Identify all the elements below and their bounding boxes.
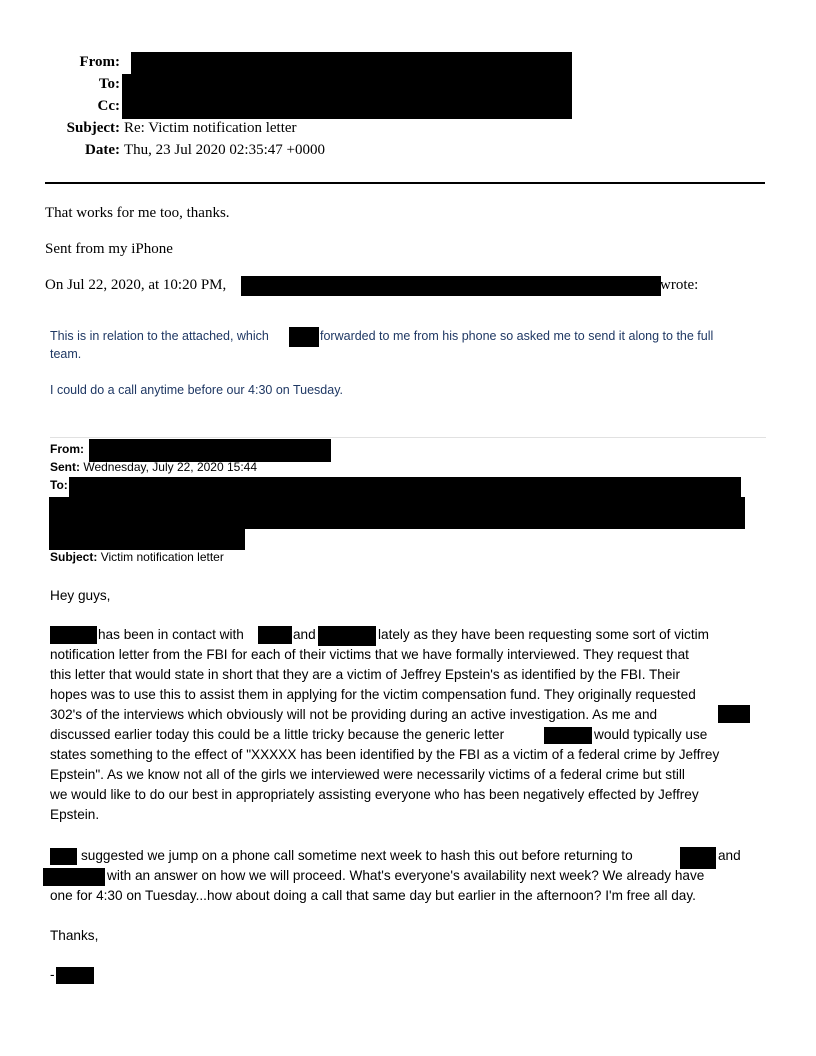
- redaction-from: [131, 52, 572, 76]
- redaction-p2-name-3: [43, 868, 105, 886]
- orig-sent-row: [50, 460, 257, 474]
- redaction-orig-to-3: [49, 528, 245, 550]
- redaction-p1-name-5: [544, 727, 592, 744]
- p1-line-2: notification letter from the FBI for each of their victims that we have formally interviewed. They request that: [50, 647, 689, 662]
- closing: Thanks,: [50, 928, 99, 943]
- p2-line-1: suggested we jump on a phone call sometime next week to hash this out before returning to: [81, 848, 633, 863]
- redaction-p1-name-1: [50, 626, 97, 644]
- p1-line-8: Epstein". As we know not all of the girls we interviewed were necessarily victims of a federal crime but still: [50, 767, 685, 782]
- subject-value: Re: Victim notification letter: [124, 120, 297, 136]
- redaction-cc: [122, 95, 572, 119]
- redaction-attribution: [241, 276, 661, 296]
- orig-to-label: To:: [50, 478, 68, 492]
- reply-signature: Sent from my iPhone: [45, 241, 173, 257]
- quoted-line-1-cont: team.: [50, 347, 82, 361]
- redaction-signature: [56, 967, 94, 984]
- redaction-p1-name-3: [318, 626, 376, 646]
- orig-sent-value: Wednesday, July 22, 2020 15:44: [83, 460, 258, 474]
- p2-line-1-end: and: [718, 848, 741, 863]
- from-label: From:: [79, 54, 120, 70]
- cc-label: Cc:: [97, 98, 120, 114]
- date-label: Date:: [85, 142, 120, 158]
- signature-dash: -: [50, 967, 55, 982]
- date-value: Thu, 23 Jul 2020 02:35:47 +0000: [124, 142, 325, 158]
- redaction-p1-name-2: [258, 626, 292, 644]
- p1-line-3: this letter that would state in short that they are a victim of Jeffrey Epstein's as identified by the FBI. Their: [50, 667, 680, 682]
- p2-line-2: with an answer on how we will proceed. What's everyone's availability next week? We already have: [107, 868, 705, 883]
- subject-label: Subject:: [66, 120, 120, 136]
- p1-line-1-mid2: and: [293, 627, 316, 642]
- orig-subject-value: Victim notification letter: [100, 550, 224, 564]
- header-divider: [45, 182, 765, 184]
- reply-line-1: That works for me too, thanks.: [45, 205, 230, 221]
- redaction-orig-from: [89, 439, 331, 462]
- redaction-orig-to-2: [49, 497, 745, 529]
- orig-sent-label: Sent:: [50, 460, 80, 474]
- redaction-quoted-name: [289, 327, 319, 347]
- orig-subject-row: [50, 550, 224, 564]
- orig-greeting: Hey guys,: [50, 588, 111, 603]
- redaction-to: [122, 74, 572, 96]
- p1-line-1-mid1: has been in contact with: [98, 627, 244, 642]
- redaction-p2-name-1: [50, 848, 77, 865]
- redaction-orig-to-1: [69, 477, 741, 497]
- orig-from-label: From:: [50, 442, 84, 456]
- p1-line-7: states something to the effect of "XXXXX has been identified by the FBI as a victim of a federal crime by Jeffrey: [50, 747, 720, 762]
- p2-line-3: one for 4:30 on Tuesday...how about doing a call that same day but earlier in the afternoon? I'm free all day.: [50, 888, 696, 903]
- redaction-p1-name-4: [718, 705, 750, 723]
- to-label: To:: [98, 76, 120, 92]
- p1-line-4: hopes was to use this to assist them in applying for the victim compensation fund. They originally requested: [50, 687, 696, 702]
- p1-line-1-post: lately as they have been requesting some sort of victim: [378, 627, 709, 642]
- quoted-line-2: I could do a call anytime before our 4:30 on Tuesday.: [50, 383, 344, 397]
- p1-line-10: Epstein.: [50, 807, 100, 822]
- reply-attribution-suffix: wrote:: [660, 277, 699, 293]
- p1-line-9: we would like to do our best in appropriately assisting everyone who has been negatively effected by Jeffrey: [50, 787, 699, 802]
- orig-subject-label: Subject:: [50, 550, 98, 564]
- quoted-divider: [50, 437, 766, 438]
- p1-line-5: 302's of the interviews which obviously will not be providing during an active investigation. As me and: [50, 707, 658, 722]
- quoted-line-1-after: forwarded to me from his phone so asked me to send it along to the full: [320, 329, 714, 343]
- quoted-line-1-before: This is in relation to the attached, which: [50, 329, 269, 343]
- p1-line-6: discussed earlier today this could be a little tricky because the generic letter: [50, 727, 505, 742]
- p1-line-6-after: would typically use: [594, 727, 708, 742]
- reply-attribution-prefix: On Jul 22, 2020, at 10:20 PM,: [45, 277, 227, 293]
